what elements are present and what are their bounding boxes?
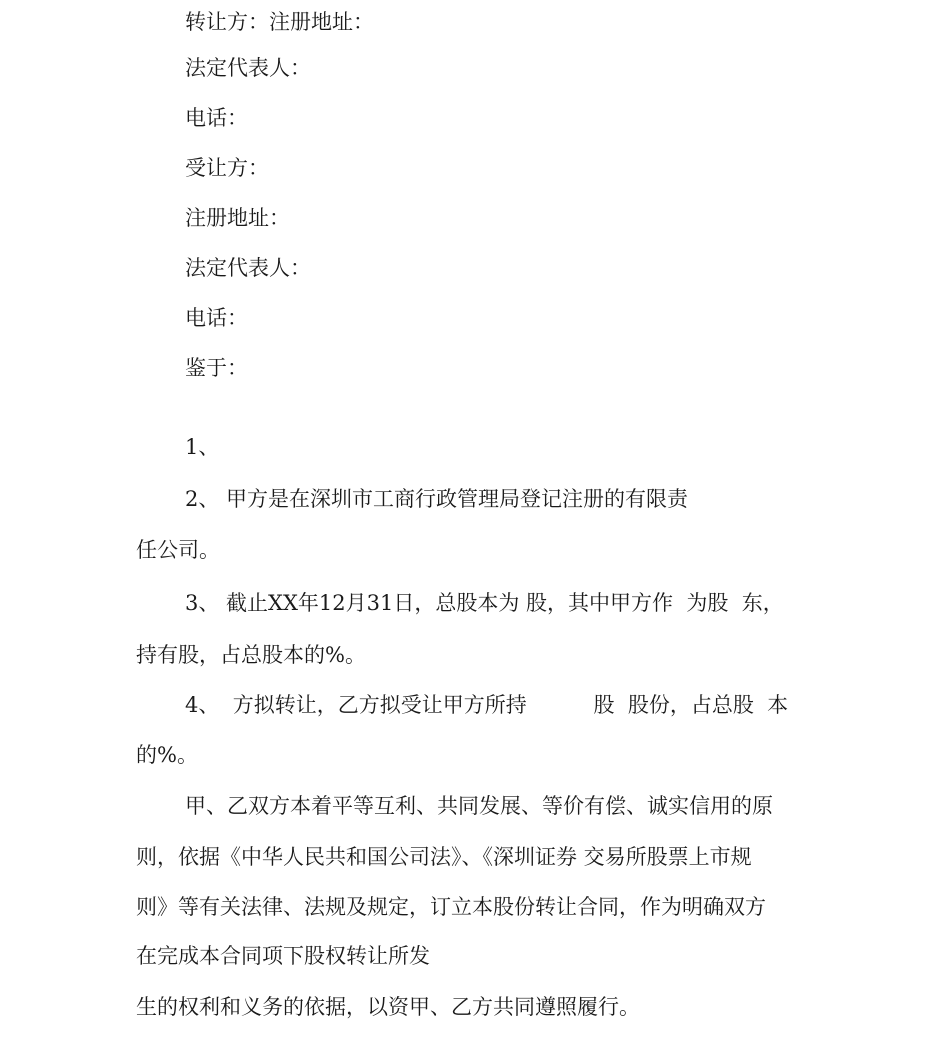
- transferee-phone-line: 电话：: [185, 306, 248, 330]
- transferee-address-line: 注册地址：: [185, 206, 290, 230]
- transferee-line: 受让方：: [185, 156, 269, 180]
- preamble-line-5: 生的权利和义务的依据，以资甲、乙方共同遵照履行。: [136, 995, 640, 1019]
- transferor-address-line: 转让方：注册地址：: [185, 10, 374, 34]
- preamble-line-2: 则，依据《中华人民共和国公司法》、《深圳证券 交易所股票上市规: [136, 845, 752, 869]
- clause-3-line-1: 3、 截止XX年12月31日，总股本为 股，其中甲方作 为股 东，: [185, 591, 784, 615]
- clause-2-line-1: 2、 甲方是在深圳市工商行政管理局登记注册的有限责: [185, 487, 689, 511]
- clause-3-line-2: 持有股，占总股本的%。: [136, 643, 366, 667]
- clause-4-line-2: 的%。: [136, 743, 198, 767]
- transferor-phone-line: 电话：: [185, 106, 248, 130]
- preamble-line-3: 则》等有关法律、法规及规定，订立本股份转让合同，作为明确双方: [136, 895, 766, 919]
- transferee-representative-line: 法定代表人：: [185, 256, 311, 280]
- whereas-heading: 鉴于：: [185, 356, 248, 380]
- preamble-line-1: 甲、乙双方本着平等互利、共同发展、等价有偿、诚实信用的原: [185, 794, 773, 818]
- preamble-line-4: 在完成本合同项下股权转让所发: [136, 944, 430, 968]
- transferor-representative-line: 法定代表人：: [185, 56, 311, 80]
- clause-2-line-2: 任公司。: [136, 538, 220, 562]
- clause-1: 1、: [185, 435, 220, 459]
- clause-4-line-1: 4、 方拟转让，乙方拟受让甲方所持 股 股份，占总股 本: [185, 693, 789, 717]
